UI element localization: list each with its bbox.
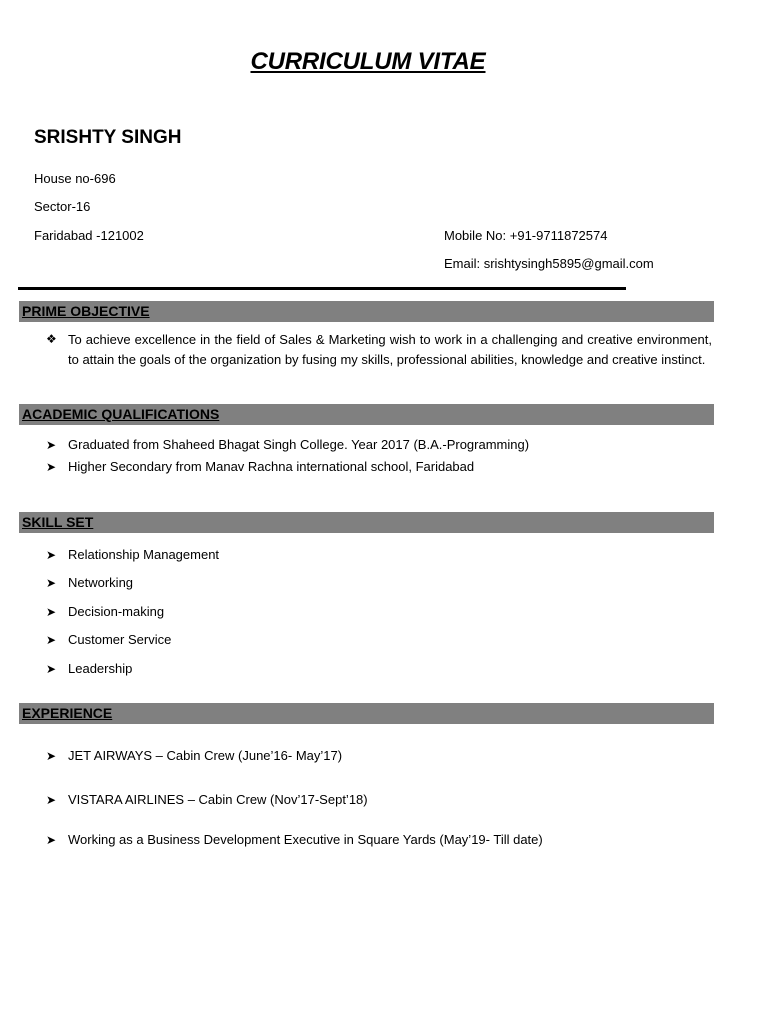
list-item bbox=[46, 547, 219, 562]
arrow-bullet-icon: ➤ bbox=[46, 460, 57, 474]
academic-item-text: Graduated from Shaheed Bhagat Singh College. Year 2017 (B.A.-Programming) bbox=[68, 437, 530, 452]
experience-item-text: Working as a Business Development Executive in Square Yards (May’19- Till date) bbox=[68, 832, 543, 847]
section-header-objective bbox=[19, 301, 714, 322]
document-title: CURRICULUM VITAE bbox=[250, 48, 486, 75]
list-item bbox=[46, 832, 543, 847]
experience-item-text: JET AIRWAYS – Cabin Crew (June’16- May’17) bbox=[68, 748, 343, 763]
arrow-bullet-icon: ➤ bbox=[46, 633, 57, 647]
skill-item-text: Customer Service bbox=[68, 632, 172, 647]
header-divider bbox=[18, 287, 626, 290]
section-title-objective: PRIME OBJECTIVE bbox=[22, 303, 150, 319]
candidate-name: SRISHTY SINGH bbox=[34, 127, 182, 148]
experience-item-text: VISTARA AIRLINES – Cabin Crew (Nov’17-Sept’18) bbox=[68, 792, 368, 807]
arrow-bullet-icon: ➤ bbox=[46, 438, 57, 452]
section-header-experience bbox=[19, 703, 714, 724]
section-header-academic bbox=[19, 404, 714, 425]
address-line-house: House no-696 bbox=[34, 171, 116, 186]
list-item bbox=[46, 748, 342, 763]
arrow-bullet-icon: ➤ bbox=[46, 605, 57, 619]
address-line-sector: Sector-16 bbox=[34, 199, 91, 214]
section-title-experience: EXPERIENCE bbox=[22, 705, 113, 721]
list-item bbox=[46, 632, 171, 647]
mobile-number: Mobile No: +91-9711872574 bbox=[444, 228, 608, 243]
list-item bbox=[46, 661, 132, 676]
section-header-skills bbox=[19, 512, 714, 533]
list-item bbox=[46, 792, 368, 807]
objective-text: To achieve excellence in the field of Sales & Marketing wish to work in a challenging and creative environment, to attain the goals of the organization by fusing my skills, professional abilities, knowledge and creative instinct. bbox=[68, 332, 712, 367]
arrow-bullet-icon: ➤ bbox=[46, 548, 57, 562]
list-item bbox=[46, 575, 133, 590]
diamond-bullet-icon: ❖ bbox=[46, 332, 57, 346]
arrow-bullet-icon: ➤ bbox=[46, 749, 57, 763]
list-item bbox=[46, 459, 474, 474]
objective-block bbox=[46, 330, 712, 369]
skill-item-text: Decision-making bbox=[68, 604, 165, 619]
list-item bbox=[46, 437, 529, 452]
skill-item-text: Relationship Management bbox=[68, 547, 220, 562]
arrow-bullet-icon: ➤ bbox=[46, 662, 57, 676]
arrow-bullet-icon: ➤ bbox=[46, 833, 57, 847]
arrow-bullet-icon: ➤ bbox=[46, 793, 57, 807]
list-item bbox=[46, 604, 164, 619]
address-line-city: Faridabad -121002 bbox=[34, 228, 144, 243]
section-title-academic: ACADEMIC QUALIFICATIONS bbox=[22, 406, 220, 422]
section-title-skills: SKILL SET bbox=[22, 514, 94, 530]
academic-item-text: Higher Secondary from Manav Rachna international school, Faridabad bbox=[68, 459, 475, 474]
skill-item-text: Leadership bbox=[68, 661, 133, 676]
email-address: Email: srishtysingh5895@gmail.com bbox=[444, 256, 654, 271]
arrow-bullet-icon: ➤ bbox=[46, 576, 57, 590]
skill-item-text: Networking bbox=[68, 575, 134, 590]
